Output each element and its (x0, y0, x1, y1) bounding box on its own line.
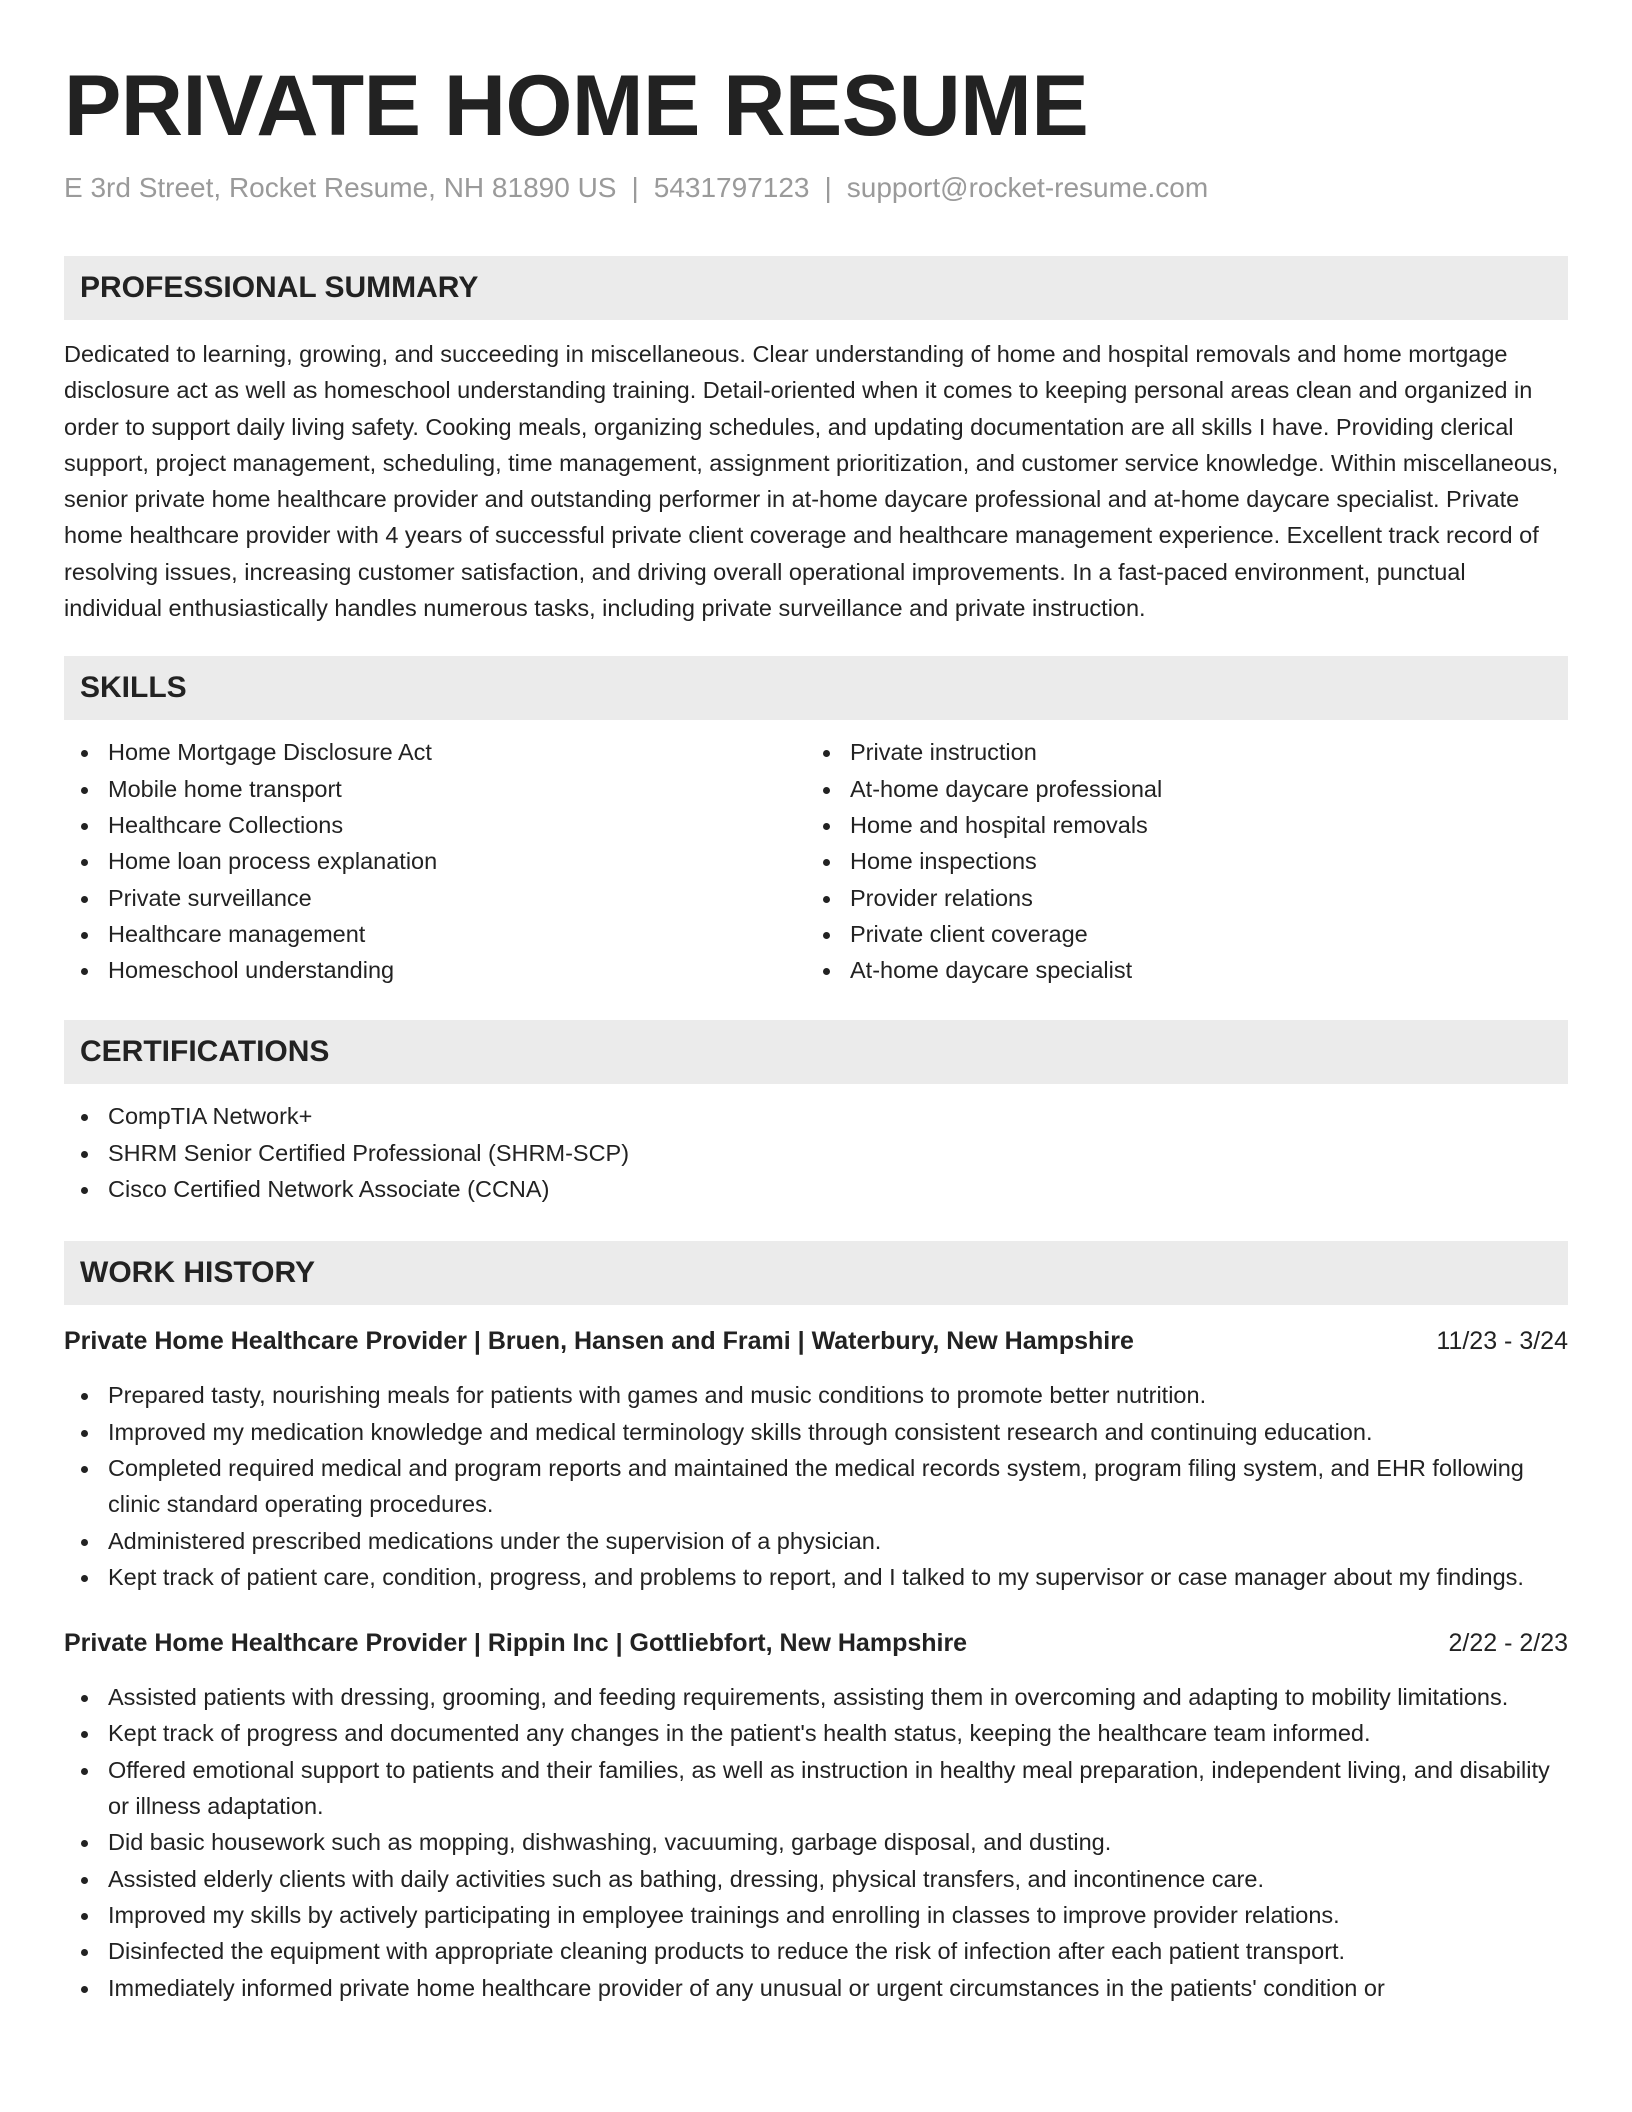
skill-item: Mobile home transport (64, 771, 806, 807)
job-bullet: Completed required medical and program reports and maintained the medical records system, program filing system, and EHR following clinic standard operating procedures. (64, 1450, 1568, 1523)
skill-item: Private client coverage (806, 916, 1548, 952)
certifications-heading: CERTIFICATIONS (64, 1020, 1568, 1084)
skill-item: Homeschool understanding (64, 952, 806, 988)
skill-item: At-home daycare specialist (806, 952, 1548, 988)
contact-separator: | (631, 172, 639, 203)
job-title: Private Home Healthcare Provider | Bruen, Hansen and Frami | Waterbury, New Hampshire (64, 1327, 1134, 1356)
contact-line (64, 170, 1568, 206)
certification-item: CompTIA Network+ (64, 1098, 1568, 1134)
skill-item: Private surveillance (64, 880, 806, 916)
professional-summary-heading: PROFESSIONAL SUMMARY (64, 256, 1568, 320)
skill-item: Home Mortgage Disclosure Act (64, 734, 806, 770)
contact-address: E 3rd Street, Rocket Resume, NH 81890 US (64, 172, 617, 203)
job-bullet: Kept track of progress and documented any changes in the patient's health status, keeping the healthcare team informed. (64, 1715, 1568, 1751)
job-bullet: Did basic housework such as mopping, dishwashing, vacuuming, garbage disposal, and dusting. (64, 1824, 1568, 1860)
skill-item: Home and hospital removals (806, 807, 1548, 843)
skills-heading: SKILLS (64, 656, 1568, 720)
job-bullet: Assisted elderly clients with daily activities such as bathing, dressing, physical transfers, and incontinence care. (64, 1861, 1568, 1897)
certifications-list (64, 1098, 1568, 1207)
resume-name: PRIVATE HOME RESUME (64, 58, 1089, 154)
job-bullet: Improved my skills by actively participating in employee trainings and enrolling in classes to improve provider relations. (64, 1897, 1568, 1933)
skills-columns (64, 734, 1568, 988)
contact-separator: | (824, 172, 832, 203)
skill-item: Provider relations (806, 880, 1548, 916)
job-bullet: Disinfected the equipment with appropriate cleaning products to reduce the risk of infection after each patient transport. (64, 1933, 1568, 1969)
job-bullet: Offered emotional support to patients and their families, as well as instruction in healthy meal preparation, independent living, and disability or illness adaptation. (64, 1752, 1568, 1825)
job-bullets (64, 1377, 1568, 1595)
job-dates: 2/22 - 2/23 (1448, 1629, 1568, 1658)
job-bullets (64, 1679, 1568, 2006)
job-header (64, 1323, 1568, 1359)
skills-column-right (806, 734, 1548, 988)
contact-email: support@rocket-resume.com (846, 172, 1209, 203)
professional-summary-text: Dedicated to learning, growing, and succeeding in miscellaneous. Clear understanding of home and hospital removals and home mortgage disclosure act as well as homeschool understanding training. Detail-oriented when it comes to keeping personal areas clean and organized in order to support daily living safety. Cooking meals, organizing schedules, and updating documentation are all skills I have. Providing clerical support, project management, scheduling, time management, assignment prioritization, and customer service knowledge. Within miscellaneous, senior private home healthcare provider and outstanding performer in at-home daycare professional and at-home daycare specialist. Private home healthcare provider with 4 years of successful private client coverage and healthcare management experience. Excellent track record of resolving issues, increasing customer satisfaction, and driving overall operational improvements. In a fast-paced environment, punctual individual enthusiastically handles numerous tasks, including private surveillance and private instruction. (64, 341, 1559, 622)
job-header (64, 1625, 1568, 1661)
skill-item: Private instruction (806, 734, 1548, 770)
job-bullet: Kept track of patient care, condition, progress, and problems to report, and I talked to my supervisor or case manager about my findings. (64, 1559, 1568, 1595)
skill-item: Healthcare management (64, 916, 806, 952)
skill-item: At-home daycare professional (806, 771, 1548, 807)
contact-phone: 5431797123 (653, 172, 810, 203)
skill-item: Home loan process explanation (64, 843, 806, 879)
resume-page (64, 0, 1568, 2006)
job-bullet: Improved my medication knowledge and medical terminology skills through consistent research and continuing education. (64, 1414, 1568, 1450)
job-bullet: Assisted patients with dressing, grooming, and feeding requirements, assisting them in overcoming and adapting to mobility limitations. (64, 1679, 1568, 1715)
job-bullet: Prepared tasty, nourishing meals for patients with games and music conditions to promote better nutrition. (64, 1377, 1568, 1413)
job-title: Private Home Healthcare Provider | Rippin Inc | Gottliebfort, New Hampshire (64, 1629, 968, 1658)
job-dates: 11/23 - 3/24 (1436, 1327, 1568, 1356)
skill-item: Healthcare Collections (64, 807, 806, 843)
certification-item: SHRM Senior Certified Professional (SHRM-SCP) (64, 1135, 1568, 1171)
job-entry (64, 1625, 1568, 2006)
job-bullet: Immediately informed private home healthcare provider of any unusual or urgent circumstances in the patients' condition or (64, 1970, 1568, 2006)
certification-item: Cisco Certified Network Associate (CCNA) (64, 1171, 1568, 1207)
skills-column-left (64, 734, 806, 988)
job-entry (64, 1323, 1568, 1595)
skill-item: Home inspections (806, 843, 1548, 879)
work-history-heading: WORK HISTORY (64, 1241, 1568, 1305)
job-bullet: Administered prescribed medications under the supervision of a physician. (64, 1523, 1568, 1559)
